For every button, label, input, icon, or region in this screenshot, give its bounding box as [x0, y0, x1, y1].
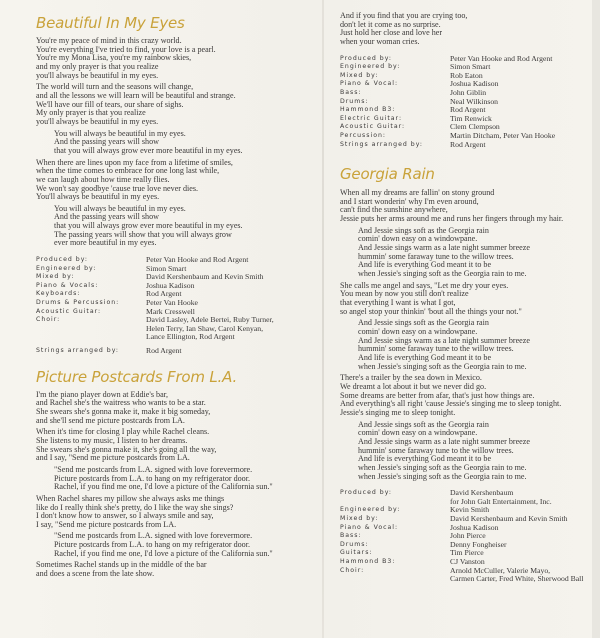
lyric-line: and does a scene from the late show.: [36, 569, 155, 579]
credit-role: Guitars:: [340, 549, 373, 557]
chorus-line: comin' down easy on a windowpane.: [358, 428, 478, 438]
chorus-line: when Jessie's singing soft as the Georgia rain to me.: [358, 471, 527, 481]
credit-role: Mixed by:: [340, 71, 379, 79]
credit-role: Mixed by:: [36, 273, 75, 281]
credit-role: [340, 575, 450, 584]
lyric-line: Jessie's singing me to sleep tonight.: [340, 407, 456, 417]
chorus-line: that you will always grow ever more beautiful in my eyes.: [54, 221, 243, 231]
lyric-line: Some dreams are better from afar, that's just how things are.: [340, 390, 535, 400]
chorus-line: Rachel, if you find me one, I'd love a picture of the California sun.": [54, 548, 273, 558]
chorus-line: "Send me postcards from L.A. signed with love forevermore.: [54, 531, 253, 541]
credit-role: Bass:: [340, 89, 362, 96]
chorus-line: You will always be beautiful in my eyes.: [54, 203, 186, 213]
song-title-beautiful-in-my-eyes: Beautiful In My Eyes: [36, 14, 185, 32]
lyric-line: you'll always be beautiful in my eyes.: [36, 70, 159, 80]
lyric-line: We dreamt a lot about it but we never did go.: [340, 381, 487, 391]
credit-role: Hammond B3:: [340, 557, 396, 565]
chorus-line: And the passing years will show: [54, 212, 159, 222]
credit-name: Helen Terry, Ian Shaw, Carol Kenyan,: [146, 323, 264, 333]
chorus-line: "Send me postcards from L.A. signed with love forevermore.: [54, 464, 253, 474]
credit-name: Mark Cresswell: [146, 306, 195, 316]
credit-row: [340, 575, 592, 584]
lyric-line: And if you find that you are crying too,: [340, 11, 468, 20]
chorus-line: when Jessie's singing soft as the Georgia rain to me.: [358, 361, 527, 371]
chorus-line: And Jessie sings warm as a late night summer breeze: [358, 335, 530, 345]
credit-name: Tim Renwick: [450, 113, 492, 123]
credit-role: Choir:: [340, 566, 365, 574]
credits-picture-postcards: [340, 55, 592, 150]
credit-role: Engineered by:: [340, 506, 401, 514]
credit-name: Martin Ditcham, Peter Van Hooke: [450, 130, 556, 140]
credit-name: John Giblin: [450, 88, 487, 97]
lyric-line: so angel stop your thinkin' 'bout all the things your not.": [340, 306, 522, 316]
lyrics-picture-postcards: [36, 391, 311, 579]
credit-role: Produced by:: [36, 256, 88, 264]
credit-name: Rob Eaton: [450, 70, 483, 80]
chorus-line: Rachel, if you find me one, I'd love a picture of the California sun.": [54, 482, 273, 492]
lyric-line: When Rachel shares my pillow she always asks me things: [36, 493, 225, 503]
credit-role: Mixed by:: [340, 514, 379, 522]
lyric-line: and I say, "Send me picture postcards from LA.: [36, 453, 190, 463]
lyric-line: There's a trailer by the sea down in Mexico.: [340, 373, 482, 383]
chorus-line: And Jessie sings warm as a late night summer breeze: [358, 436, 530, 446]
lyric-line: We won't say goodbye 'cause true love never dies.: [36, 183, 199, 193]
chorus-line: hummin' some faraway tune to the willow trees.: [358, 251, 514, 261]
chorus-line: And the passing years will show: [54, 137, 159, 147]
credit-name: Peter Van Hooke: [146, 298, 198, 308]
chorus-line: that you will always grow ever more beautiful in my eyes.: [54, 145, 243, 155]
credit-role: Drums:: [340, 540, 369, 548]
credit-name: CJ Vanston: [450, 556, 485, 566]
chorus-line: You will always be beautiful in my eyes.: [54, 128, 186, 138]
lyric-line: Jessie puts her arms around me and runs her fingers through my hair.: [340, 214, 564, 224]
lyric-line: don't let it come as no surprise.: [340, 19, 441, 29]
credit-name: Simon Smart: [450, 62, 491, 72]
chorus-line: when Jessie's singing soft as the Georgia rain to me.: [358, 269, 527, 279]
credit-name: Rod Argent: [146, 346, 182, 356]
credit-role: Keyboards:: [36, 290, 81, 298]
chorus-line: And life is everything God meant it to be: [358, 260, 492, 270]
chorus-line: And life is everything God meant it to be: [358, 352, 492, 362]
lyric-line: She listens to my music, I listen to her dreams.: [36, 435, 188, 445]
credit-name: Kevin Smith: [450, 505, 490, 515]
credit-row: [36, 333, 311, 342]
credit-role: Strings arranged by:: [36, 347, 119, 355]
lyric-line: I'm the piano player down at Eddie's bar,: [36, 389, 169, 399]
credit-role: Piano & Vocal:: [340, 80, 399, 88]
lyric-line: and I start wonderin' why I'm even around,: [340, 196, 479, 206]
chorus-line: comin' down easy on a windowpane.: [358, 327, 478, 336]
credits-georgia-rain: [340, 489, 592, 584]
credit-name: Joshua Kadison: [146, 280, 195, 290]
lyric-line: My only prayer is that you realize: [36, 108, 146, 118]
chorus-line: hummin' some faraway tune to the willow trees.: [358, 344, 514, 354]
lyric-line: we can laugh about how time really flies.: [36, 174, 170, 184]
credit-name: Rod Argent: [450, 139, 486, 149]
lyric-line: Just hold her close and love her: [340, 28, 443, 38]
lyric-line: When it's time for closing I play while Rachel cleans.: [36, 427, 210, 437]
lyrics-picture-postcards-continued: [340, 12, 592, 47]
lyric-line: Sometimes Rachel stands up in the middle of the bar: [36, 560, 207, 570]
chorus-line: Picture postcards from L.A. to hang on my refrigerator door.: [54, 473, 250, 483]
credit-role: Piano & Vocal:: [340, 523, 399, 531]
lyric-line: She swears she's gonna make it, make it big someday,: [36, 406, 211, 416]
lyric-line: When all my dreams are fallin' on stony ground: [340, 188, 495, 198]
credit-role: Choir:: [36, 316, 61, 324]
credit-name: David Lasley, Adele Bertei, Ruby Turner,: [146, 315, 274, 325]
lyric-line: She calls me angel and says, "Let me dry your eyes.: [340, 280, 509, 290]
lyric-line: and she'll send me picture postcards from LA.: [36, 415, 185, 425]
page-edge: [592, 0, 600, 638]
credit-name: Peter Van Hooke and Rod Argent: [146, 255, 249, 265]
credit-name: Rod Argent: [146, 289, 182, 299]
credit-name: Neal Wilkinson: [450, 96, 499, 106]
lyric-line: that everything I want is what I got,: [340, 298, 456, 308]
credit-name: Denny Fongheiser: [450, 539, 507, 549]
credit-row: [340, 141, 592, 150]
left-column: [36, 0, 311, 579]
lyric-line: and Rachel she's the waitress who wants to be a star.: [36, 398, 206, 408]
lyric-line: when your woman cries.: [340, 36, 420, 46]
lyric-line: We'll have our fill of tears, our share of sighs.: [36, 99, 184, 109]
lyrics-beautiful-in-my-eyes: [36, 37, 311, 248]
credit-name: Rod Argent: [450, 105, 486, 115]
lyric-line: can't find the sunshine anywhere,: [340, 205, 448, 215]
chorus-line: Picture postcards from L.A. to hang on my refrigerator door.: [54, 540, 250, 550]
lyric-line: You're my peace of mind in this crazy world.: [36, 36, 182, 45]
credit-name: Clem Clempson: [450, 122, 500, 132]
credit-name: Joshua Kadison: [450, 522, 499, 532]
credit-name: John Pierce: [450, 531, 486, 541]
credit-name: Peter Van Hooke and Rod Argent: [450, 53, 553, 63]
credit-name: Simon Smart: [146, 263, 187, 273]
lyric-line: like do I really think she's pretty, do I like the way she sings?: [36, 502, 234, 512]
chorus-line: The passing years will show that you will always grow: [54, 229, 232, 239]
credit-role: Produced by:: [340, 54, 392, 62]
credit-role: Drums & Percussion:: [36, 299, 120, 307]
lyric-line: You mean by now you still don't realize: [340, 289, 469, 299]
chorus-line: And Jessie sings warm as a late night summer breeze: [358, 243, 530, 253]
right-column: [340, 0, 592, 584]
credit-role: Electric Guitar:: [340, 114, 403, 122]
credit-role: Hammond B3:: [340, 106, 396, 114]
chorus-line: ever more beautiful in my eyes.: [54, 238, 157, 248]
credit-name: David Kershenbaum and Kevin Smith: [146, 272, 264, 282]
lyric-line: I don't know how to answer, so I always smile and say,: [36, 511, 214, 521]
song-title-georgia-rain: Georgia Rain: [340, 165, 435, 184]
lyric-line: when the time comes to embrace for one long last while,: [36, 166, 220, 176]
credits-beautiful-in-my-eyes: [36, 256, 311, 356]
lyric-line: and all the lessons we will learn will be beautiful and strange.: [36, 90, 236, 100]
credit-name: for John Galt Entertainment, Inc.: [450, 496, 552, 506]
lyrics-georgia-rain: [340, 189, 592, 481]
credit-name: David Kershenbaum: [450, 488, 514, 498]
song-title-picture-postcards: Picture Postcards From L.A.: [36, 367, 238, 386]
credit-role: Bass:: [340, 532, 362, 540]
page-fold: [322, 0, 324, 638]
lyric-line: And everything's all right 'cause Jessie's singing me to sleep tonight.: [340, 399, 562, 409]
lyric-line: She swears she's gonna make it, she's going all the way,: [36, 444, 217, 454]
credit-role: Acoustic Guitar:: [340, 123, 406, 131]
lyric-line: You'll always be beautiful in my eyes.: [36, 192, 160, 202]
credit-name: Carmen Carter, Fred White, Sherwood Ball: [450, 574, 584, 584]
chorus-line: comin' down easy on a windowpane.: [358, 234, 478, 244]
credit-name: Arnold McCuller, Valerie Mayo,: [450, 565, 551, 575]
credit-name: David Kershenbaum and Kevin Smith: [450, 513, 568, 523]
credit-role: [340, 498, 450, 507]
credit-role: Produced by:: [340, 489, 392, 497]
credit-row: [36, 347, 311, 356]
lyric-line: You're my Mona Lisa, you're my rainbow skies,: [36, 53, 192, 63]
chorus-line: And Jessie sings soft as the Georgia rain: [358, 225, 489, 235]
chorus-line: And Jessie sings soft as the Georgia rain: [358, 318, 489, 328]
chorus-line: And life is everything God meant it to be: [358, 454, 492, 464]
lyric-line: When there are lines upon my face from a lifetime of smiles,: [36, 157, 233, 167]
lyric-line: and my only prayer is that you realize: [36, 61, 159, 71]
credit-role: Percussion:: [340, 131, 387, 139]
credit-name: Tim Pierce: [450, 548, 484, 558]
chorus-line: hummin' some faraway tune to the willow trees.: [358, 445, 514, 455]
lyric-line: You're everything I've tried to find, your love is a pearl.: [36, 44, 216, 54]
lyric-line: The world will turn and the seasons will change,: [36, 82, 194, 92]
lyric-line: I say, "Send me picture postcards from LA.: [36, 519, 177, 529]
credit-role: [36, 333, 146, 342]
credit-name: Joshua Kadison: [450, 79, 499, 89]
credit-name: Lance Ellington, Rod Argent: [146, 332, 235, 342]
credit-role: Drums:: [340, 97, 369, 105]
credit-role: Acoustic Guitar:: [36, 307, 102, 315]
credit-role: Piano & Vocals:: [36, 281, 99, 289]
credit-role: Engineered by:: [340, 63, 401, 71]
credit-role: [36, 325, 146, 334]
chorus-line: when Jessie's singing soft as the Georgia rain to me.: [358, 462, 527, 472]
lyric-line: you'll always be beautiful in my eyes.: [36, 116, 159, 126]
chorus-line: And Jessie sings soft as the Georgia rain: [358, 419, 489, 429]
credit-role: Engineered by:: [36, 264, 97, 272]
credit-role: Strings arranged by:: [340, 140, 423, 148]
